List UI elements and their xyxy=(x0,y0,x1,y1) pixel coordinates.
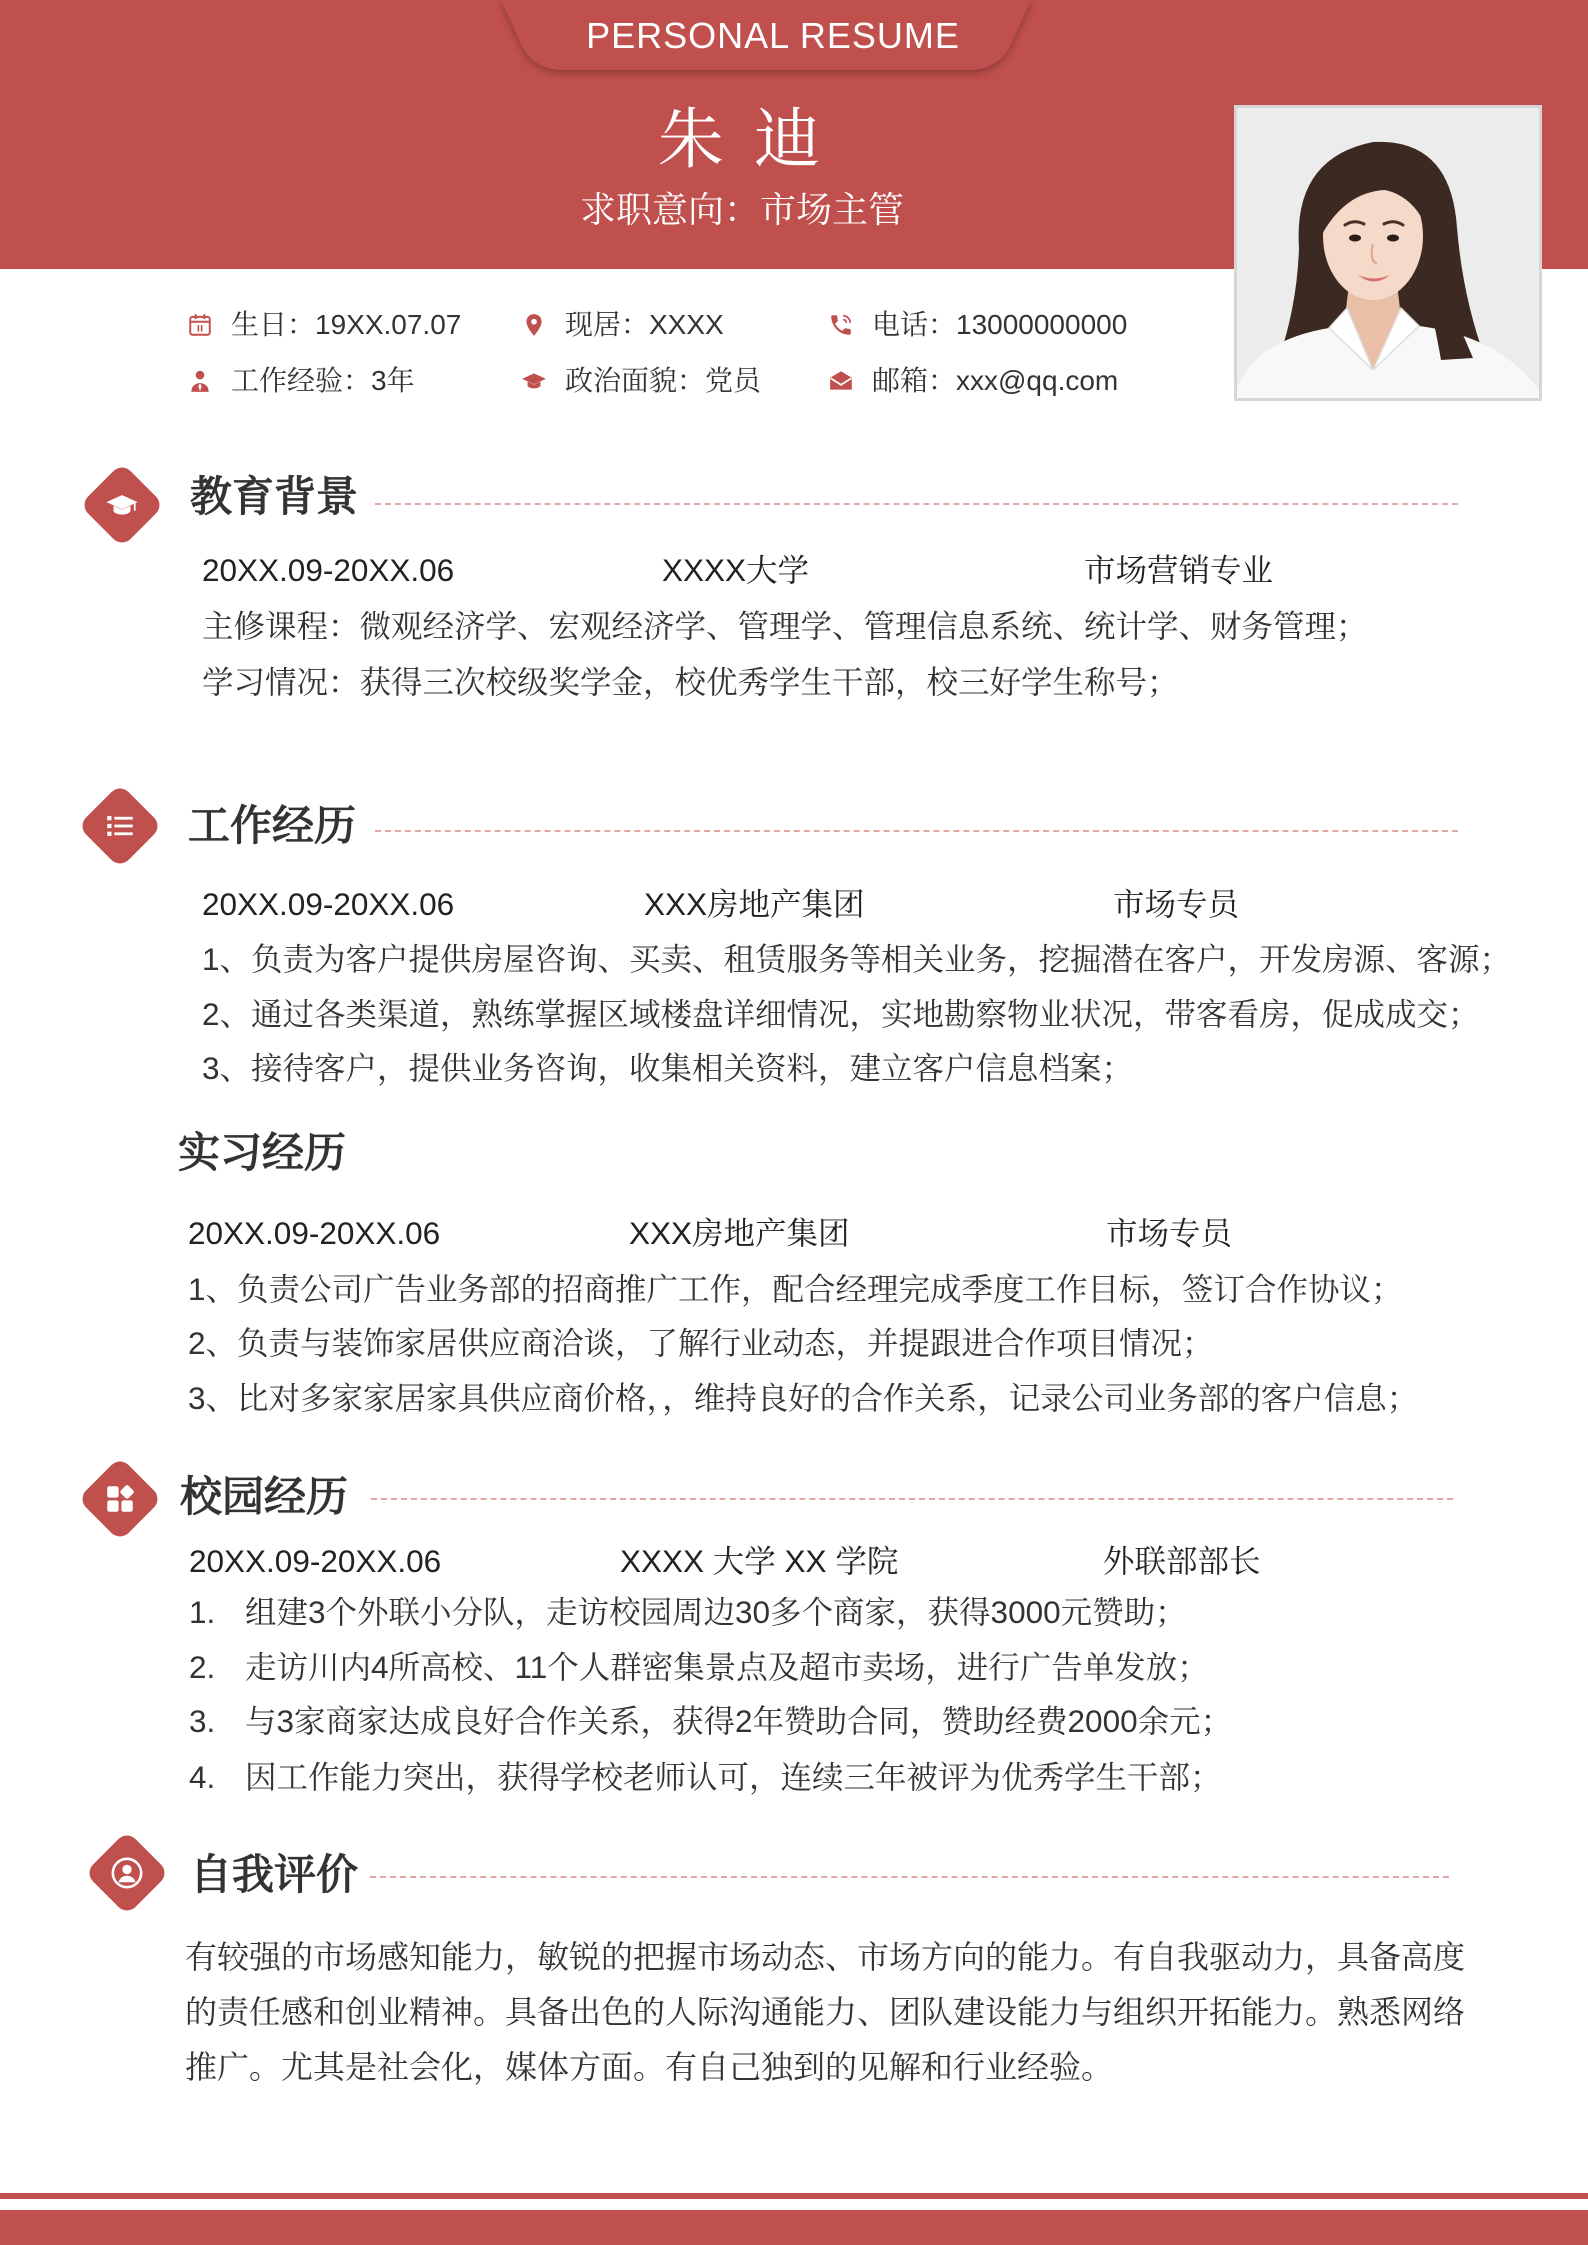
info-email xyxy=(828,361,1118,401)
work-duty-1: 1、负责为客户提供房屋咨询、买卖、租赁服务等相关业务，挖掘潜在客户，开发房源、客源； xyxy=(202,941,1512,977)
self-evaluation-text: 有较强的市场感知能力，敏锐的把握市场动态、市场方向的能力。有自我驱动力，具备高度的责任感和创业精神。具备出色的人际沟通能力、团队建设能力与组织开拓能力。熟悉网络推广。尤其是社会化，媒体方面。有自己独到的见解和行业经验。 xyxy=(185,1939,1466,2085)
campus-item-2-number: 2. xyxy=(189,1649,216,1685)
campus-section-badge xyxy=(78,1457,162,1541)
portrait-image xyxy=(1237,108,1539,398)
info-residence xyxy=(521,305,724,345)
apps-grid-icon xyxy=(103,1482,137,1516)
info-birthday xyxy=(187,305,461,345)
education-courses: 主修课程：微观经济学、宏观经济学、管理学、管理信息系统、统计学、财务管理； xyxy=(202,608,1368,644)
internship-company: XXX房地产集团 xyxy=(629,1215,850,1251)
education-title: 教育背景 xyxy=(190,473,359,520)
internship-duty-3: 3、比对多家家居家具供应商价格，，维持良好的合作关系，记录公司业务部的客户信息； xyxy=(188,1380,1419,1416)
calendar-icon xyxy=(187,312,213,338)
envelope-icon xyxy=(828,368,854,394)
self-evaluation-divider xyxy=(370,1876,1449,1878)
education-school: XXXX大学 xyxy=(662,552,810,588)
email-text: 邮箱：xxx@qq.com xyxy=(872,365,1119,396)
internship-duty-2: 2、负责与装饰家居供应商洽谈，了解行业动态，并提跟进合作项目情况； xyxy=(188,1325,1214,1361)
campus-item-4-number: 4. xyxy=(189,1759,216,1795)
info-phone xyxy=(828,305,1127,345)
phone-text: 电话：13000000000 xyxy=(872,309,1128,340)
work-duty-3: 3、接待客户，提供业务咨询，收集相关资料，建立客户信息档案； xyxy=(202,1050,1134,1086)
education-period: 20XX.09-20XX.06 xyxy=(202,552,455,588)
experience-text: 工作经验：3年 xyxy=(231,365,415,396)
footer-line xyxy=(0,2193,1588,2199)
location-pin-icon xyxy=(521,312,547,338)
candidate-name: 朱 迪 xyxy=(657,102,827,176)
work-divider xyxy=(375,830,1458,832)
list-icon xyxy=(103,809,137,843)
campus-item-4-text: 因工作能力突出，获得学校老师认可，连续三年被评为优秀学生干部； xyxy=(245,1759,1222,1795)
education-major: 市场营销专业 xyxy=(1084,552,1274,588)
work-company: XXX房地产集团 xyxy=(644,886,865,922)
education-achievements: 学习情况：获得三次校级奖学金，校优秀学生干部，校三好学生称号； xyxy=(202,664,1179,700)
graduation-cap-icon xyxy=(105,488,139,522)
footer-band xyxy=(0,2210,1588,2245)
user-icon xyxy=(110,1856,144,1890)
campus-item-3-text: 与3家商家达成良好合作关系，获得2年赞助合同，赞助经费2000余元； xyxy=(245,1703,1233,1739)
internship-title: 实习经历 xyxy=(178,1129,347,1176)
work-period: 20XX.09-20XX.06 xyxy=(202,886,455,922)
profile-photo xyxy=(1234,105,1542,401)
info-experience xyxy=(187,361,415,401)
campus-title: 校园经历 xyxy=(180,1473,349,1520)
campus-item-1-text: 组建3个外联小分队，走访校园周边30多个商家，获得3000元赞助； xyxy=(245,1594,1187,1630)
internship-duty-1: 1、负责公司广告业务部的招商推广工作，配合经理完成季度工作目标，签订合作协议； xyxy=(188,1271,1403,1307)
self-evaluation-section-badge xyxy=(85,1831,169,1915)
campus-item-2-text: 走访川内4所高校、11个人群密集景点及超市卖场，进行广告单发放； xyxy=(245,1649,1209,1685)
worker-icon xyxy=(187,368,213,394)
campus-item-1-number: 1. xyxy=(189,1594,216,1630)
campus-item-3-number: 3. xyxy=(189,1703,216,1739)
work-duty-2: 2、通过各类渠道，熟练掌握区域楼盘详细情况，实地勘察物业状况，带客看房，促成成交； xyxy=(202,996,1480,1032)
job-objective: 求职意向：市场主管 xyxy=(579,189,904,230)
work-position: 市场专员 xyxy=(1113,886,1240,922)
graduation-cap-icon xyxy=(521,368,547,394)
campus-divider xyxy=(371,1498,1453,1500)
campus-organization: XXXX 大学 XX 学院 xyxy=(620,1543,899,1579)
campus-role: 外联部部长 xyxy=(1103,1543,1261,1579)
residence-text: 现居：XXXX xyxy=(565,309,724,340)
resume-title-label: PERSONAL RESUME xyxy=(586,15,960,56)
birthday-text: 生日：19XX.07.07 xyxy=(231,309,462,340)
education-section-badge xyxy=(80,463,164,547)
phone-icon xyxy=(828,312,854,338)
work-section-badge xyxy=(78,784,162,868)
education-divider xyxy=(375,503,1458,505)
internship-position: 市场专员 xyxy=(1106,1215,1233,1251)
campus-period: 20XX.09-20XX.06 xyxy=(189,1543,442,1579)
internship-period: 20XX.09-20XX.06 xyxy=(188,1215,441,1251)
self-evaluation-title: 自我评价 xyxy=(190,1851,359,1898)
politics-text: 政治面貌：党员 xyxy=(565,365,762,396)
work-title: 工作经历 xyxy=(188,802,357,849)
info-politics xyxy=(521,361,761,401)
